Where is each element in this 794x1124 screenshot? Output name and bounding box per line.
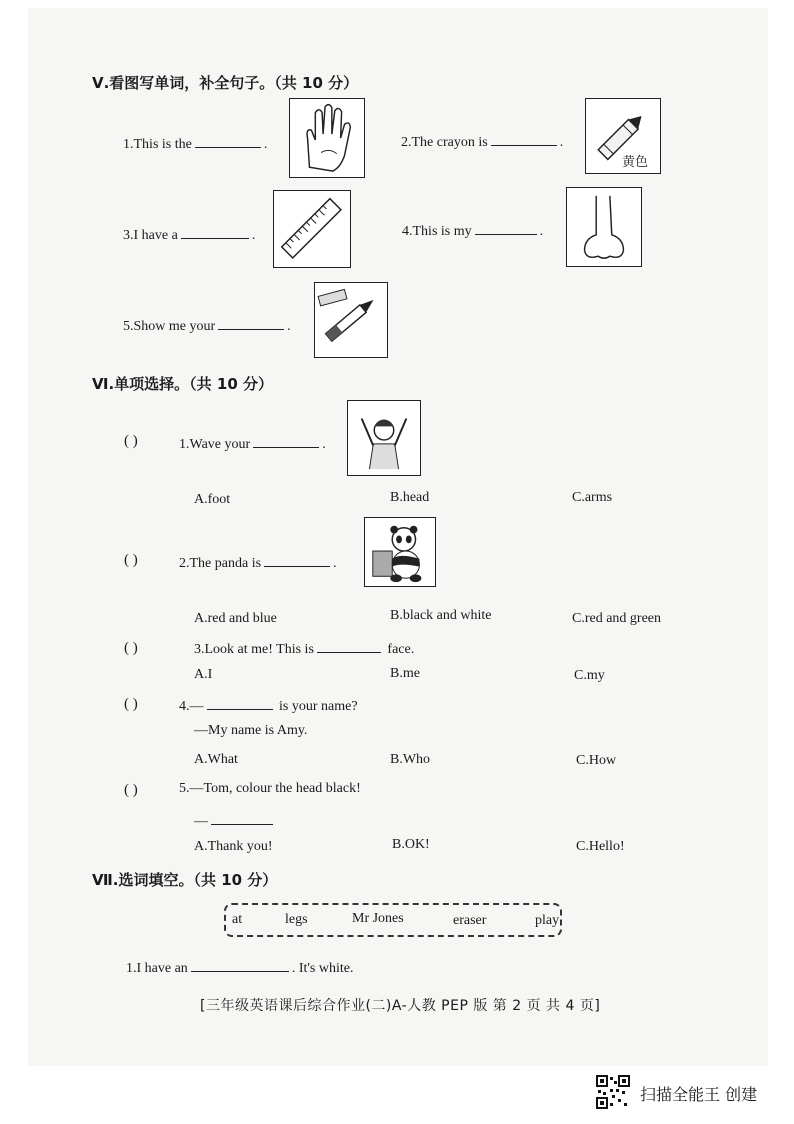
hand-icon xyxy=(290,99,364,177)
hand-picture xyxy=(289,98,365,178)
answer-paren-5[interactable]: ( ) xyxy=(124,782,138,798)
s6-q3-option-a: A.I xyxy=(194,667,213,682)
word-bank-item-play: play xyxy=(535,913,560,928)
answer-paren-3[interactable]: ( ) xyxy=(124,640,138,656)
s6-q5-line2: — xyxy=(194,810,276,830)
pen-picture xyxy=(314,282,388,358)
girl-waving-picture xyxy=(347,400,421,476)
s6-q4-line2: —My name is Amy. xyxy=(194,723,308,738)
s6-q2-stem: 2.The panda is . xyxy=(179,552,337,572)
s6-q1-option-b: B.head xyxy=(390,490,430,505)
s6-q4-option-c: C.How xyxy=(576,753,617,768)
crayon-picture xyxy=(585,98,661,174)
answer-paren-2[interactable]: ( ) xyxy=(124,552,138,568)
pen-icon xyxy=(315,283,387,357)
ruler-picture xyxy=(273,190,351,268)
panda-picture xyxy=(364,517,436,587)
s5-q4: 4.This is my . xyxy=(402,220,543,240)
s6-q5-option-b: B.OK! xyxy=(392,837,430,852)
s6-q1-option-a: A.foot xyxy=(194,492,231,507)
s6-q4-stem: 4.— is your name? xyxy=(179,695,358,715)
word-bank-item-eraser: eraser xyxy=(453,913,487,928)
answer-paren-4[interactable]: ( ) xyxy=(124,696,138,712)
s6-q2-option-a: A.red and blue xyxy=(194,611,277,626)
section-5-heading: Ⅴ.看图写单词，补全句子。（共 10 分） xyxy=(92,74,359,92)
s6-q5-option-a: A.Thank you! xyxy=(194,839,273,854)
s7-q1: 1.I have an . It's white. xyxy=(126,957,353,977)
s6-q2-option-b: B.black and white xyxy=(390,608,492,623)
word-bank-item-legs: legs xyxy=(285,912,308,927)
s6-q1-option-c: C.arms xyxy=(572,490,613,505)
s6-q2-option-c: C.red and green xyxy=(572,611,662,626)
nose-picture xyxy=(566,187,642,267)
s6-q4-option-b: B.Who xyxy=(390,752,431,767)
s5-q3: 3.I have a . xyxy=(123,224,255,244)
s5-q5: 5.Show me your . xyxy=(123,315,291,335)
s6-q5-option-c: C.Hello! xyxy=(576,839,625,854)
crayon-color-label: 黄色 xyxy=(622,155,649,170)
s6-q3-option-c: C.my xyxy=(574,668,605,683)
ruler-icon xyxy=(274,191,350,267)
page-footer: [三年级英语课后综合作业(二)A-人教 PEP 版 第 2 页 共 4 页] xyxy=(200,998,601,1014)
s6-q3-option-b: B.me xyxy=(390,666,420,681)
nose-icon xyxy=(567,188,641,266)
word-bank-item-mr-jones: Mr Jones xyxy=(352,911,404,926)
scanner-watermark: 扫描全能王 创建 xyxy=(640,1085,758,1104)
panda-icon xyxy=(365,518,435,586)
section-7-heading: Ⅶ.选词填空。（共 10 分） xyxy=(92,871,278,889)
word-bank-item-at: at xyxy=(232,912,243,927)
qr-code-icon xyxy=(596,1075,630,1109)
s6-q3-stem: 3.Look at me! This is face. xyxy=(194,638,414,658)
s6-q4-option-a: A.What xyxy=(194,752,238,767)
s5-q2: 2.The crayon is . xyxy=(401,131,563,151)
answer-paren-1[interactable]: ( ) xyxy=(124,433,138,449)
girl-waving-icon xyxy=(348,401,420,475)
s6-q1-stem: 1.Wave your . xyxy=(179,433,326,453)
section-6-heading: Ⅵ.单项选择。（共 10 分） xyxy=(92,375,274,393)
s6-q5-stem: 5.—Tom, colour the head black! xyxy=(179,781,361,796)
s5-q1: 1.This is the . xyxy=(123,133,267,153)
